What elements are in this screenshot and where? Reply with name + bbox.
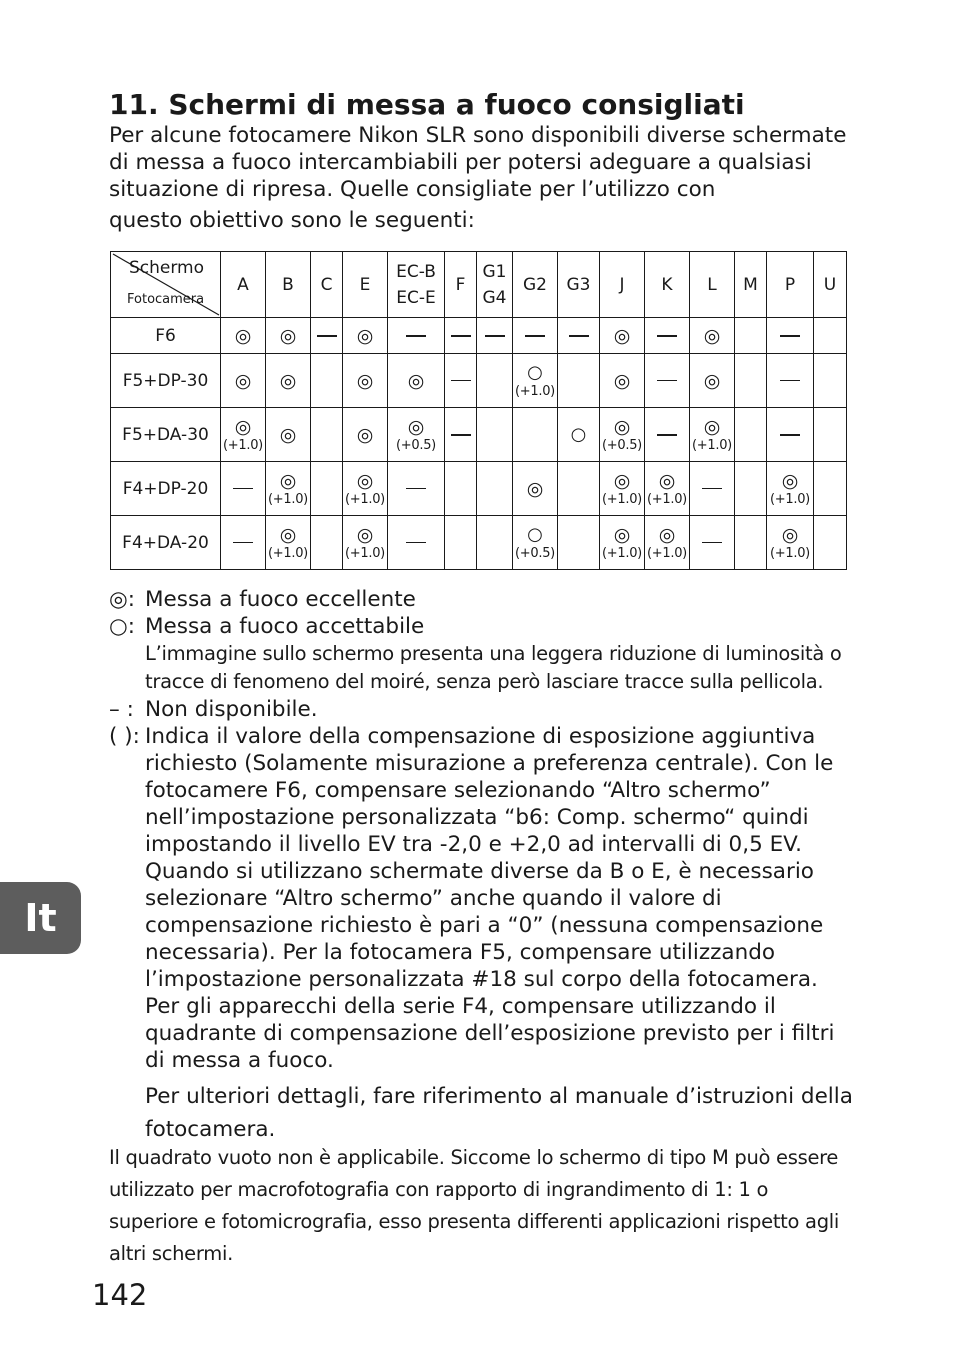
compensation-value: (+1.0) <box>602 545 642 561</box>
column-header: G2 <box>513 252 558 318</box>
compensation-value: (+0.5) <box>396 437 436 453</box>
double-circle-icon: ◎ <box>356 369 374 392</box>
table-cell <box>388 462 445 516</box>
double-circle-icon: ◎ <box>279 324 297 347</box>
table-cell <box>558 408 600 462</box>
compensation-value: (+1.0) <box>268 545 308 561</box>
more-info-text: Per ulteriori dettagli, fare riferimento al manuale d’istruzioni della fotocamera. <box>145 1084 853 1142</box>
dash-icon <box>657 335 677 337</box>
double-circle-icon: ◎ <box>356 469 374 492</box>
table-cell <box>814 408 847 462</box>
dash-icon <box>780 434 800 436</box>
intro-text: Per alcune fotocamere Nikon SLR sono disponibili diverse schermate di messa a fuoco intercambiabili per potersi adeguare a qualsiasi situazione di ripresa. Quelle consigliate per l’utilizzo con <box>109 123 847 202</box>
table-cell <box>388 318 445 354</box>
excellent-text: Messa a fuoco eccellente <box>145 587 416 612</box>
compensation-value: (+0.5) <box>602 437 642 453</box>
table-cell <box>645 408 690 462</box>
acceptable-key: ○: <box>109 614 136 639</box>
dash-icon <box>702 488 722 489</box>
table-cell <box>477 462 513 516</box>
row-camera-label: F6 <box>111 318 221 354</box>
table-row <box>111 516 847 570</box>
column-header: EC-B EC-E <box>388 252 445 318</box>
compensation-value: (+1.0) <box>692 437 732 453</box>
double-circle-icon: ◎ <box>279 523 297 546</box>
double-circle-icon: ◎ <box>613 324 631 347</box>
table-cell <box>311 318 343 354</box>
table-cell <box>513 462 558 516</box>
compensation-value: (+1.0) <box>770 545 810 561</box>
dash-icon <box>451 434 471 436</box>
dash-icon <box>485 335 505 337</box>
legend-compensation <box>109 723 854 1074</box>
table-cell <box>477 408 513 462</box>
double-circle-icon: ◎ <box>658 523 676 546</box>
legend-acceptable-note <box>109 640 854 696</box>
column-header: J <box>600 252 645 318</box>
dash-icon <box>569 335 589 337</box>
table-cell <box>343 354 388 408</box>
table-cell <box>445 516 477 570</box>
table-cell <box>221 516 266 570</box>
table-cell <box>221 318 266 354</box>
dash-icon <box>657 380 677 381</box>
table-cell <box>767 462 814 516</box>
dash-icon <box>525 335 545 337</box>
column-header: L <box>690 252 735 318</box>
table-cell <box>645 318 690 354</box>
intro-text-last: questo obiettivo sono le seguenti: <box>109 208 475 233</box>
circle-icon: ○ <box>527 361 543 383</box>
table-cell <box>221 354 266 408</box>
na-key: – : <box>109 697 134 722</box>
table-cell <box>600 462 645 516</box>
compensation-value: (+1.0) <box>345 491 385 507</box>
table-cell <box>600 516 645 570</box>
table-cell <box>343 516 388 570</box>
table-cell <box>690 516 735 570</box>
acceptable-note-text: L’immagine sullo schermo presenta una leggera riduzione di luminosità o tracce di fenomeno del moiré, senza però lasciare tracce sulla pellicola. <box>145 642 842 693</box>
row-camera-label: F4+DA-20 <box>111 516 221 570</box>
compensation-value: (+1.0) <box>602 491 642 507</box>
table-cell <box>445 462 477 516</box>
table-cell <box>445 354 477 408</box>
dash-icon <box>406 335 426 337</box>
dash-icon <box>317 335 337 337</box>
table-cell <box>645 516 690 570</box>
page-title: 11. Schermi di messa a fuoco consigliati <box>109 88 745 121</box>
table-cell <box>477 516 513 570</box>
circle-icon: ○ <box>570 423 587 445</box>
compensation-value: (+1.0) <box>268 491 308 507</box>
table-cell <box>558 462 600 516</box>
column-header: G3 <box>558 252 600 318</box>
table-cell <box>735 408 767 462</box>
column-header: B <box>266 252 311 318</box>
table-cell <box>690 408 735 462</box>
dash-icon <box>451 335 471 337</box>
column-header: F <box>445 252 477 318</box>
column-header: U <box>814 252 847 318</box>
double-circle-icon: ◎ <box>234 415 252 438</box>
table-cell <box>735 462 767 516</box>
dash-icon <box>233 542 253 543</box>
table-cell <box>558 318 600 354</box>
table-row <box>111 318 847 354</box>
dash-icon <box>702 542 722 543</box>
compensation-value: (+0.5) <box>515 545 555 561</box>
footnote: Il quadrato vuoto non è applicabile. Siccome lo schermo di tipo M può essere utilizzato per macrofotografia con rapporto di ingrandimento di 1: 1 o superiore e fotomicrografia, esso presenta differenti applicazioni rispetto agli altri schermi. <box>109 1146 840 1265</box>
double-circle-icon: ◎ <box>658 469 676 492</box>
double-circle-icon: ◎ <box>407 415 425 438</box>
table-header-row <box>111 252 847 318</box>
table-cell <box>767 354 814 408</box>
double-circle-icon: ◎ <box>781 469 799 492</box>
column-header: P <box>767 252 814 318</box>
column-header: G1 G4 <box>477 252 513 318</box>
language-tab: It <box>0 882 81 954</box>
table-cell <box>266 516 311 570</box>
table-cell <box>311 354 343 408</box>
double-circle-icon: ◎ <box>356 523 374 546</box>
double-circle-icon: ◎ <box>613 469 631 492</box>
table-cell <box>311 462 343 516</box>
double-circle-icon: ◎ <box>407 369 425 392</box>
table-cell <box>814 516 847 570</box>
table-cell <box>767 318 814 354</box>
legend-acceptable <box>109 613 854 640</box>
table-cell <box>645 354 690 408</box>
table-cell <box>814 462 847 516</box>
table-corner-cell <box>111 252 221 318</box>
table-cell <box>600 408 645 462</box>
table-cell <box>814 318 847 354</box>
table-cell <box>690 318 735 354</box>
table-cell <box>558 516 600 570</box>
column-header: M <box>735 252 767 318</box>
table-cell <box>445 318 477 354</box>
table-cell <box>735 516 767 570</box>
table-cell <box>266 354 311 408</box>
double-circle-icon: ◎ <box>356 423 374 446</box>
table-cell <box>767 516 814 570</box>
table-row <box>111 408 847 462</box>
table-cell <box>311 408 343 462</box>
excellent-key: ◎: <box>109 587 136 612</box>
page-number: 142 <box>92 1278 148 1312</box>
table-cell <box>388 516 445 570</box>
table-cell <box>477 318 513 354</box>
acceptable-text: Messa a fuoco accettabile <box>145 614 425 639</box>
compensation-value: (+1.0) <box>770 491 810 507</box>
double-circle-icon: ◎ <box>356 324 374 347</box>
table-cell <box>445 408 477 462</box>
paren-text: Indica il valore della compensazione di esposizione aggiuntiva richiesto (Solamente misurazione a preferenza centrale). Con le fotocamere F6, compensare selezionando “Altro schermo” nell’impostazione personalizzata “b6: Comp. schermo“ quindi impostando il livello EV tra -2,0 e +2,0 ad intervalli di 0,5 EV. Quando si utilizzano schermate diverse da B o E, è necessario selezionare “Altro schermo” anche quando il valore di compensazione richiesto è pari a “0” (nessuna compensazione necessaria). Per la fotocamera F5, compensare utilizzando l’impostazione personalizzata #18 sul corpo della fotocamera. Per gli apparecchi della serie F4, compensare utilizzando il quadrante di compensazione dell’esposizione previsto per i filtri di messa a fuoco. <box>145 724 835 1073</box>
table-cell <box>767 408 814 462</box>
double-circle-icon: ◎ <box>613 523 631 546</box>
table-cell <box>343 462 388 516</box>
row-camera-label: F5+DP-30 <box>111 354 221 408</box>
double-circle-icon: ◎ <box>703 369 721 392</box>
table-cell <box>266 462 311 516</box>
table-cell <box>513 516 558 570</box>
dash-icon <box>233 488 253 489</box>
table-cell <box>690 354 735 408</box>
row-camera-label: F4+DP-20 <box>111 462 221 516</box>
na-text: Non disponibile. <box>145 697 318 722</box>
double-circle-icon: ◎ <box>279 469 297 492</box>
dash-icon <box>657 434 677 436</box>
legend-not-available <box>109 696 854 723</box>
table-cell <box>645 462 690 516</box>
dash-icon <box>780 380 800 381</box>
table-cell <box>477 354 513 408</box>
double-circle-icon: ◎ <box>703 415 721 438</box>
compensation-value: (+1.0) <box>515 383 555 399</box>
intro-paragraph <box>109 122 849 234</box>
table-cell <box>600 354 645 408</box>
circle-icon: ○ <box>527 523 543 545</box>
compensation-value: (+1.0) <box>647 491 687 507</box>
table-cell <box>735 318 767 354</box>
row-camera-label: F5+DA-30 <box>111 408 221 462</box>
double-circle-icon: ◎ <box>279 423 297 446</box>
dash-icon <box>780 335 800 337</box>
corner-camera-label: Fotocamera <box>127 292 205 307</box>
legend-more-info <box>109 1074 854 1146</box>
table-cell <box>221 462 266 516</box>
table-cell <box>388 354 445 408</box>
table-cell <box>266 318 311 354</box>
column-header: K <box>645 252 690 318</box>
compensation-value: (+1.0) <box>647 545 687 561</box>
table-cell <box>221 408 266 462</box>
table-cell <box>558 354 600 408</box>
table-cell <box>343 318 388 354</box>
table-cell <box>735 354 767 408</box>
focusing-screen-table <box>110 251 847 570</box>
double-circle-icon: ◎ <box>703 324 721 347</box>
dash-icon <box>406 542 426 543</box>
dash-icon <box>451 380 471 381</box>
paren-key: ( ): <box>109 724 140 749</box>
legend-excellent <box>109 586 854 613</box>
double-circle-icon: ◎ <box>279 369 297 392</box>
double-circle-icon: ◎ <box>234 369 252 392</box>
table-cell <box>266 408 311 462</box>
double-circle-icon: ◎ <box>613 369 631 392</box>
table-cell <box>388 408 445 462</box>
table-cell <box>513 318 558 354</box>
double-circle-icon: ◎ <box>613 415 631 438</box>
table-cell <box>513 354 558 408</box>
compensation-value: (+1.0) <box>345 545 385 561</box>
table-cell <box>311 516 343 570</box>
table-row <box>111 354 847 408</box>
double-circle-icon: ◎ <box>234 324 252 347</box>
dash-icon <box>406 488 426 489</box>
table-cell <box>600 318 645 354</box>
column-header: E <box>343 252 388 318</box>
table-row <box>111 462 847 516</box>
double-circle-icon: ◎ <box>526 477 544 500</box>
table-cell <box>513 408 558 462</box>
corner-screen-label: Schermo <box>129 258 205 278</box>
compensation-value: (+1.0) <box>223 437 263 453</box>
column-header: A <box>221 252 266 318</box>
column-header: C <box>311 252 343 318</box>
double-circle-icon: ◎ <box>781 523 799 546</box>
table-cell <box>690 462 735 516</box>
table-cell <box>814 354 847 408</box>
table-cell <box>343 408 388 462</box>
legend <box>109 586 854 1146</box>
